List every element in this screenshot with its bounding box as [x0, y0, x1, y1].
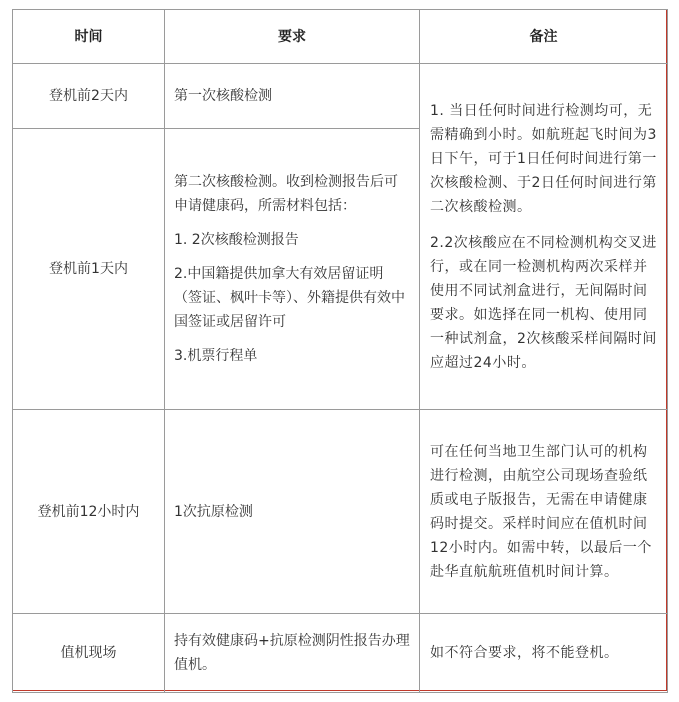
row3-notes — [420, 410, 668, 614]
row2-requirement-item-2: 2.中国籍提供加拿大有效居留证明（签证、枫叶卡等）、外籍提供有效中国签证或居留许可 — [174, 266, 405, 330]
row1-time: 登机前2天内 — [13, 64, 165, 129]
table-row — [13, 64, 668, 129]
row1-note-2: 2.2次核酸应在不同检测机构交叉进行，或在同一检测机构两次采样并使用不同试剂盒进行，无间隔时间要求。如选择在同一机构、使用同一种试剂盒，2次核酸采样间隔时间应超过24小时。 — [430, 234, 657, 371]
row1-requirement — [165, 64, 420, 129]
row3-note-text: 可在任何当地卫生部门认可的机构进行检测，由航空公司现场查验纸质或电子版报告，无需在申请健康码时提交。采样时间应在值机时间12小时内。如需中转，以最后一个赴华直航航班值机时间计算。 — [430, 443, 652, 580]
row2-requirement — [165, 129, 420, 410]
row3-requirement — [165, 410, 420, 614]
row4-notes — [420, 614, 668, 693]
row2-requirement-intro: 第二次核酸检测。收到检测报告后可申请健康码，所需材料包括： — [174, 174, 398, 214]
row2-time: 登机前1天内 — [13, 129, 165, 410]
row4-time: 值机现场 — [13, 614, 165, 693]
row2-requirement-item-3: 3.机票行程单 — [174, 348, 258, 364]
row1-note-1: 1. 当日任何时间进行检测均可，无需精确到小时。如航班起飞时间为3日下午，可于1日任何时间进行第一次核酸检测、于2日任何时间进行第二次核酸检测。 — [430, 102, 657, 215]
row1-requirement-text: 第一次核酸检测 — [174, 88, 272, 104]
requirements-table — [12, 9, 668, 693]
row3-requirement-text: 1次抗原检测 — [174, 503, 253, 520]
table-row — [13, 410, 668, 614]
row4-requirement-text: 持有效健康码+抗原检测阴性报告办理值机。 — [174, 633, 410, 673]
table-header-row — [13, 10, 668, 64]
header-time: 时间 — [13, 10, 165, 64]
header-notes: 备注 — [420, 10, 668, 64]
table-row — [13, 614, 668, 693]
row2-requirement-item-1: 1. 2次核酸检测报告 — [174, 232, 299, 248]
row1-2-notes — [420, 64, 668, 410]
header-requirement: 要求 — [165, 10, 420, 64]
row4-requirement — [165, 614, 420, 693]
row4-note-text: 如不符合要求，将不能登机。 — [430, 645, 619, 661]
row3-time: 登机前12小时内 — [13, 410, 165, 614]
